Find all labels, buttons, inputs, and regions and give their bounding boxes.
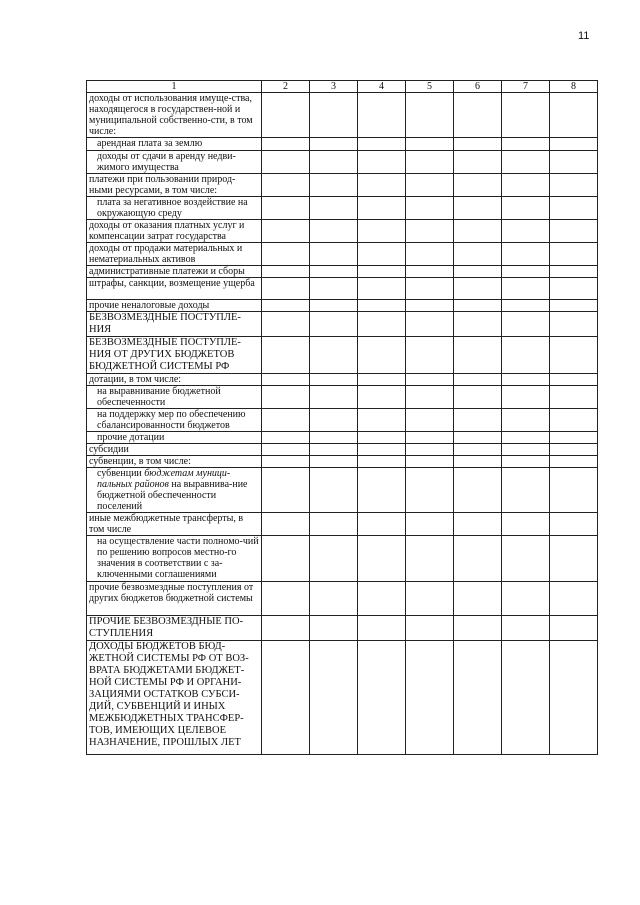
row-label: на осуществление части полномо-чий по решению вопросов местно-го значения в соответствии с за-ключенными соглашениями — [87, 536, 262, 582]
value-cell[interactable] — [454, 266, 502, 278]
table-row — [87, 197, 598, 220]
value-cell[interactable] — [262, 197, 310, 220]
value-cell[interactable] — [406, 386, 454, 409]
table-row — [87, 409, 598, 432]
row-label-part: субвенции — [97, 468, 145, 479]
column-header: 4 — [358, 81, 406, 93]
value-cell[interactable] — [358, 266, 406, 278]
value-cell[interactable] — [454, 174, 502, 197]
value-cell[interactable] — [454, 513, 502, 536]
value-cell[interactable] — [454, 312, 502, 337]
value-cell[interactable] — [262, 536, 310, 582]
value-cell[interactable] — [262, 174, 310, 197]
value-cell[interactable] — [262, 374, 310, 386]
value-cell[interactable] — [406, 151, 454, 174]
table-row — [87, 93, 598, 138]
value-cell[interactable] — [262, 300, 310, 312]
value-cell[interactable] — [406, 432, 454, 444]
value-cell[interactable] — [310, 266, 358, 278]
value-cell[interactable] — [454, 536, 502, 582]
value-cell[interactable] — [358, 300, 406, 312]
value-cell[interactable] — [310, 432, 358, 444]
column-header: 1 — [87, 81, 262, 93]
value-cell[interactable] — [406, 278, 454, 300]
row-label: доходы от оказания платных услуг и компенсации затрат государства — [87, 220, 262, 243]
row-label: доходы от сдачи в аренду недви-жимого имущества — [87, 151, 262, 174]
value-cell[interactable] — [310, 456, 358, 468]
value-cell[interactable] — [406, 616, 454, 641]
row-label: плата за негативное воздействие на окружающую среду — [87, 197, 262, 220]
table-row — [87, 456, 598, 468]
row-label: ПРОЧИЕ БЕЗВОЗМЕЗДНЫЕ ПО-СТУПЛЕНИЯ — [87, 616, 262, 641]
row-label: иные межбюджетные трансферты, в том числе — [87, 513, 262, 536]
table-row — [87, 174, 598, 197]
value-cell[interactable] — [406, 138, 454, 151]
value-cell[interactable] — [454, 243, 502, 266]
value-cell[interactable] — [502, 456, 550, 468]
value-cell[interactable] — [406, 197, 454, 220]
value-cell[interactable] — [502, 243, 550, 266]
value-cell[interactable] — [358, 337, 406, 374]
value-cell[interactable] — [262, 582, 310, 616]
value-cell[interactable] — [550, 374, 598, 386]
row-label: платежи при пользовании природ-ными ресурсами, в том числе: — [87, 174, 262, 197]
value-cell[interactable] — [358, 151, 406, 174]
value-cell[interactable] — [358, 197, 406, 220]
row-label — [87, 468, 262, 513]
value-cell[interactable] — [406, 266, 454, 278]
table-row — [87, 278, 598, 300]
value-cell[interactable] — [454, 151, 502, 174]
value-cell[interactable] — [406, 93, 454, 138]
value-cell[interactable] — [550, 444, 598, 456]
value-cell[interactable] — [406, 409, 454, 432]
value-cell[interactable] — [454, 300, 502, 312]
value-cell[interactable] — [454, 374, 502, 386]
table-row — [87, 220, 598, 243]
value-cell[interactable] — [358, 386, 406, 409]
value-cell[interactable] — [262, 138, 310, 151]
value-cell[interactable] — [358, 444, 406, 456]
value-cell[interactable] — [262, 337, 310, 374]
value-cell[interactable] — [310, 536, 358, 582]
value-cell[interactable] — [550, 409, 598, 432]
value-cell[interactable] — [262, 432, 310, 444]
value-cell[interactable] — [310, 582, 358, 616]
row-label: прочие неналоговые доходы — [87, 300, 262, 312]
value-cell[interactable] — [358, 616, 406, 641]
table-row — [87, 468, 598, 513]
value-cell[interactable] — [262, 278, 310, 300]
value-cell[interactable] — [310, 312, 358, 337]
value-cell[interactable] — [502, 312, 550, 337]
value-cell[interactable] — [358, 312, 406, 337]
value-cell[interactable] — [454, 220, 502, 243]
value-cell[interactable] — [310, 616, 358, 641]
value-cell[interactable] — [406, 468, 454, 513]
value-cell[interactable] — [502, 337, 550, 374]
table-row — [87, 641, 598, 755]
value-cell[interactable] — [550, 337, 598, 374]
value-cell[interactable] — [502, 374, 550, 386]
row-label: на выравнивание бюджетной обеспеченности — [87, 386, 262, 409]
table-row — [87, 337, 598, 374]
budget-revenue-table — [86, 80, 598, 755]
value-cell[interactable] — [406, 582, 454, 616]
row-label: дотации, в том числе: — [87, 374, 262, 386]
row-label: доходы от использования имуще-ства, находящегося в государствен-ной и муниципальной собственно-сти, в том числе: — [87, 93, 262, 138]
value-cell[interactable] — [550, 220, 598, 243]
value-cell[interactable] — [262, 151, 310, 174]
value-cell[interactable] — [502, 151, 550, 174]
value-cell[interactable] — [406, 513, 454, 536]
value-cell[interactable] — [502, 197, 550, 220]
value-cell[interactable] — [454, 409, 502, 432]
row-label-part: бюджетам муници-пальных районов — [97, 468, 231, 490]
value-cell[interactable] — [454, 582, 502, 616]
value-cell[interactable] — [310, 300, 358, 312]
table-row — [87, 386, 598, 409]
value-cell[interactable] — [406, 220, 454, 243]
row-label: субвенции, в том числе: — [87, 456, 262, 468]
column-header: 2 — [262, 81, 310, 93]
table-row — [87, 374, 598, 386]
value-cell[interactable] — [262, 312, 310, 337]
value-cell[interactable] — [550, 174, 598, 197]
value-cell[interactable] — [310, 641, 358, 755]
column-header: 6 — [454, 81, 502, 93]
value-cell[interactable] — [358, 278, 406, 300]
value-cell[interactable] — [454, 641, 502, 755]
value-cell[interactable] — [358, 374, 406, 386]
value-cell[interactable] — [502, 582, 550, 616]
value-cell[interactable] — [310, 197, 358, 220]
value-cell[interactable] — [406, 456, 454, 468]
row-label: ДОХОДЫ БЮДЖЕТОВ БЮД-ЖЕТНОЙ СИСТЕМЫ РФ ОТ ВОЗ-ВРАТА БЮДЖЕТАМИ БЮДЖЕТ-НОЙ СИСТЕМЫ РФ И ОРГАНИ-ЗАЦИЯМИ ОСТАТКОВ СУБСИ-ДИЙ, СУБВЕНЦИЙ И ИНЫХ МЕЖБЮДЖЕТНЫХ ТРАНСФЕР-ТОВ, ИМЕЮЩИХ ЦЕЛЕВОЕ НАЗНАЧЕНИЕ, ПРОШЛЫХ ЛЕТ — [87, 641, 262, 755]
value-cell[interactable] — [406, 174, 454, 197]
row-label: прочие дотации — [87, 432, 262, 444]
value-cell[interactable] — [502, 616, 550, 641]
value-cell[interactable] — [262, 409, 310, 432]
value-cell[interactable] — [310, 444, 358, 456]
value-cell[interactable] — [502, 386, 550, 409]
value-cell[interactable] — [454, 432, 502, 444]
value-cell[interactable] — [406, 312, 454, 337]
value-cell[interactable] — [406, 444, 454, 456]
value-cell[interactable] — [502, 220, 550, 243]
table-row — [87, 432, 598, 444]
value-cell[interactable] — [454, 468, 502, 513]
value-cell[interactable] — [550, 513, 598, 536]
value-cell[interactable] — [550, 312, 598, 337]
value-cell[interactable] — [550, 386, 598, 409]
value-cell[interactable] — [502, 432, 550, 444]
value-cell[interactable] — [310, 220, 358, 243]
value-cell[interactable] — [502, 444, 550, 456]
page-number: 11 — [578, 30, 590, 42]
column-header: 7 — [502, 81, 550, 93]
value-cell[interactable] — [358, 174, 406, 197]
value-cell[interactable] — [454, 278, 502, 300]
table-row — [87, 138, 598, 151]
value-cell[interactable] — [310, 468, 358, 513]
value-cell[interactable] — [406, 300, 454, 312]
row-label-part: на выравнива-ние бюджетной обеспеченности поселений — [97, 479, 248, 512]
table-row — [87, 266, 598, 278]
value-cell[interactable] — [550, 536, 598, 582]
value-cell[interactable] — [262, 444, 310, 456]
row-label: прочие безвозмездные поступления от других бюджетов бюджетной системы — [87, 582, 262, 616]
value-cell[interactable] — [454, 93, 502, 138]
value-cell[interactable] — [502, 468, 550, 513]
value-cell[interactable] — [406, 337, 454, 374]
value-cell[interactable] — [550, 197, 598, 220]
value-cell[interactable] — [358, 432, 406, 444]
table-row — [87, 536, 598, 582]
value-cell[interactable] — [454, 197, 502, 220]
value-cell[interactable] — [502, 641, 550, 755]
value-cell[interactable] — [406, 641, 454, 755]
value-cell[interactable] — [502, 409, 550, 432]
row-label: БЕЗВОЗМЕЗДНЫЕ ПОСТУПЛЕ-НИЯ — [87, 312, 262, 337]
row-label: арендная плата за землю — [87, 138, 262, 151]
value-cell[interactable] — [262, 456, 310, 468]
value-cell[interactable] — [406, 374, 454, 386]
value-cell[interactable] — [358, 409, 406, 432]
value-cell[interactable] — [310, 93, 358, 138]
value-cell[interactable] — [502, 93, 550, 138]
row-label: на поддержку мер по обеспечению сбалансированности бюджетов — [87, 409, 262, 432]
table-header-row — [87, 81, 598, 93]
value-cell[interactable] — [454, 138, 502, 151]
value-cell[interactable] — [358, 138, 406, 151]
value-cell[interactable] — [310, 278, 358, 300]
value-cell[interactable] — [310, 409, 358, 432]
value-cell[interactable] — [262, 641, 310, 755]
table-row — [87, 312, 598, 337]
value-cell[interactable] — [550, 138, 598, 151]
value-cell[interactable] — [358, 513, 406, 536]
column-header: 3 — [310, 81, 358, 93]
value-cell[interactable] — [550, 582, 598, 616]
value-cell[interactable] — [550, 278, 598, 300]
table-row — [87, 300, 598, 312]
value-cell[interactable] — [310, 337, 358, 374]
value-cell[interactable] — [454, 456, 502, 468]
value-cell[interactable] — [262, 266, 310, 278]
value-cell[interactable] — [262, 468, 310, 513]
value-cell[interactable] — [454, 386, 502, 409]
value-cell[interactable] — [406, 243, 454, 266]
table-row — [87, 243, 598, 266]
value-cell[interactable] — [358, 243, 406, 266]
column-header: 5 — [406, 81, 454, 93]
value-cell[interactable] — [310, 174, 358, 197]
value-cell[interactable] — [454, 616, 502, 641]
row-label: БЕЗВОЗМЕЗДНЫЕ ПОСТУПЛЕ-НИЯ ОТ ДРУГИХ БЮДЖЕТОВ БЮДЖЕТНОЙ СИСТЕМЫ РФ — [87, 337, 262, 374]
table-row — [87, 616, 598, 641]
row-label: штрафы, санкции, возмещение ущерба — [87, 278, 262, 300]
row-label: административные платежи и сборы — [87, 266, 262, 278]
value-cell[interactable] — [550, 151, 598, 174]
value-cell[interactable] — [550, 300, 598, 312]
value-cell[interactable] — [310, 386, 358, 409]
value-cell[interactable] — [502, 266, 550, 278]
value-cell[interactable] — [550, 641, 598, 755]
value-cell[interactable] — [310, 374, 358, 386]
value-cell[interactable] — [550, 93, 598, 138]
value-cell[interactable] — [502, 300, 550, 312]
row-label: субсидии — [87, 444, 262, 456]
value-cell[interactable] — [358, 582, 406, 616]
value-cell[interactable] — [262, 386, 310, 409]
table-body — [87, 93, 598, 755]
value-cell[interactable] — [310, 151, 358, 174]
value-cell[interactable] — [454, 337, 502, 374]
value-cell[interactable] — [502, 138, 550, 151]
value-cell[interactable] — [262, 93, 310, 138]
value-cell[interactable] — [358, 468, 406, 513]
table-row — [87, 444, 598, 456]
value-cell[interactable] — [262, 243, 310, 266]
value-cell[interactable] — [550, 432, 598, 444]
value-cell[interactable] — [454, 444, 502, 456]
table-row — [87, 513, 598, 536]
value-cell[interactable] — [406, 536, 454, 582]
value-cell[interactable] — [358, 641, 406, 755]
table-row — [87, 582, 598, 616]
value-cell[interactable] — [358, 93, 406, 138]
row-label: доходы от продажи материальных и нематериальных активов — [87, 243, 262, 266]
value-cell[interactable] — [262, 513, 310, 536]
value-cell[interactable] — [502, 513, 550, 536]
value-cell[interactable] — [310, 138, 358, 151]
value-cell[interactable] — [550, 243, 598, 266]
column-header: 8 — [550, 81, 598, 93]
table-row — [87, 151, 598, 174]
value-cell[interactable] — [262, 220, 310, 243]
value-cell[interactable] — [310, 243, 358, 266]
value-cell[interactable] — [358, 456, 406, 468]
value-cell[interactable] — [550, 266, 598, 278]
value-cell[interactable] — [262, 616, 310, 641]
value-cell[interactable] — [502, 536, 550, 582]
value-cell[interactable] — [502, 278, 550, 300]
value-cell[interactable] — [550, 616, 598, 641]
value-cell[interactable] — [550, 468, 598, 513]
value-cell[interactable] — [358, 536, 406, 582]
value-cell[interactable] — [310, 513, 358, 536]
value-cell[interactable] — [550, 456, 598, 468]
value-cell[interactable] — [358, 220, 406, 243]
value-cell[interactable] — [502, 174, 550, 197]
